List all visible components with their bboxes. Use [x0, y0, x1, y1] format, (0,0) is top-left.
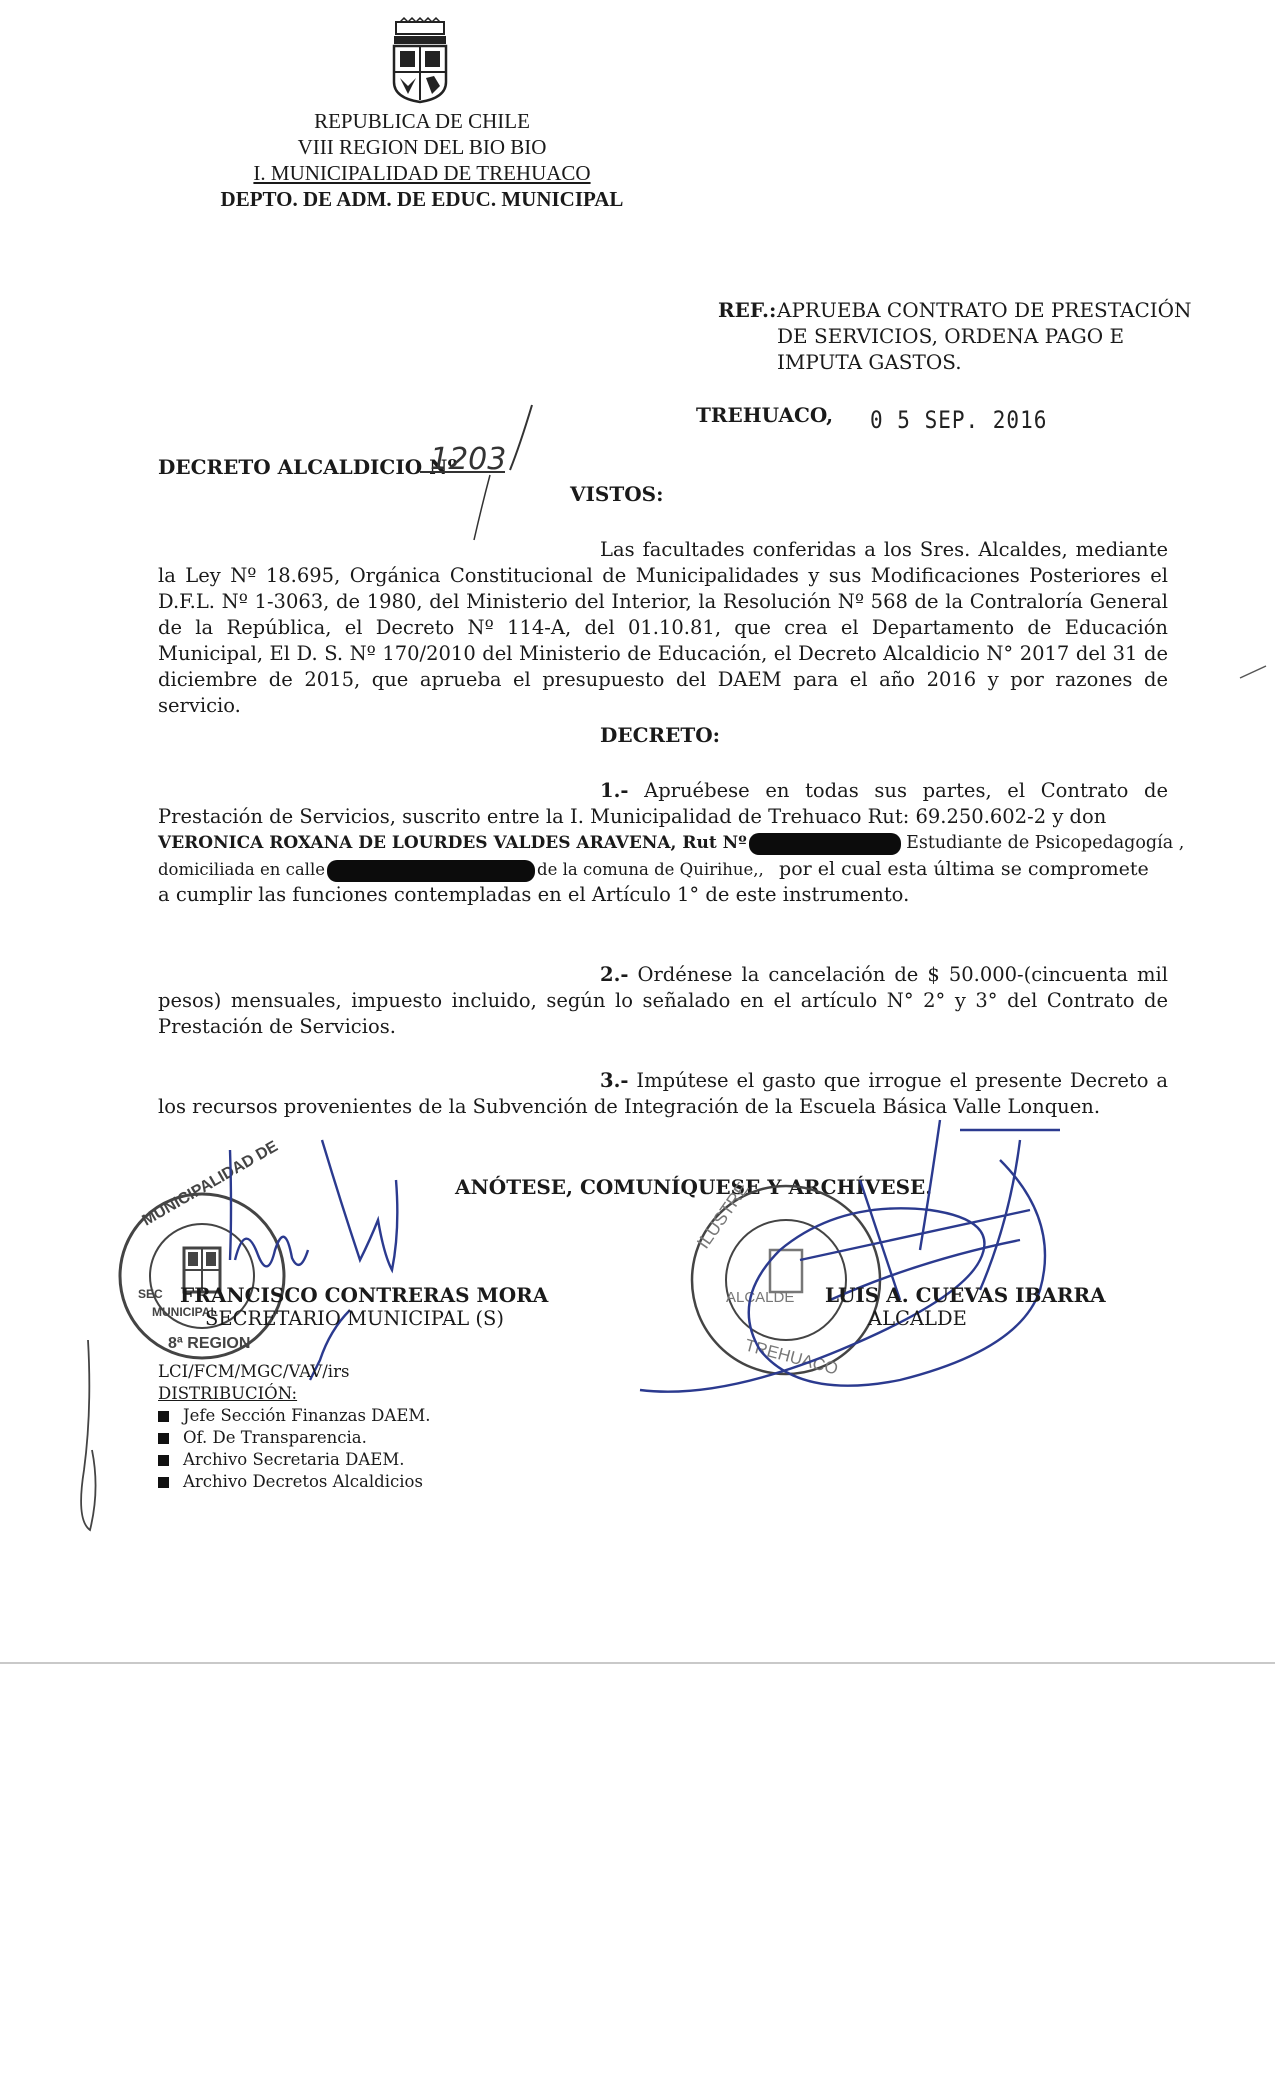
decree-number: 1203: [430, 442, 507, 477]
domicile-suffix: por el cual esta última se compromete: [779, 858, 1149, 880]
svg-text:8ª REGION: 8ª REGION: [168, 1335, 251, 1352]
item-1-name-line: [158, 830, 1184, 856]
coat-of-arms-icon: [390, 20, 450, 104]
ref-line-3: IMPUTA GASTOS.: [777, 350, 962, 374]
decreto-item-2: [158, 962, 1168, 1040]
bullet-icon: [158, 1411, 169, 1422]
mayor-name: LUIS A. CUEVAS IBARRA: [825, 1283, 1106, 1307]
place-label: TREHUACO,: [696, 403, 834, 427]
svg-text:SEC: SEC: [138, 1287, 163, 1301]
header-municipality: I. MUNICIPALIDAD DE TREHUACO: [253, 161, 591, 185]
distribution-label: DISTRIBUCIÓN:: [158, 1384, 298, 1403]
distribution-item: Of. De Transparencia.: [158, 1427, 431, 1449]
item-1-last-line: a cumplir las funciones contempladas en el Artículo 1° de este instrumento.: [158, 883, 910, 906]
contractor-name: VERONICA ROXANA DE LOURDES VALDES ARAVENA, Rut Nº: [158, 833, 747, 853]
distribution-list: [158, 1405, 431, 1493]
svg-text:MUNICIPALIDAD DE: MUNICIPALIDAD DE: [139, 1137, 281, 1230]
mayor-title: ALCALDE: [868, 1307, 967, 1330]
bullet-icon: [158, 1433, 169, 1444]
closing-formula: ANÓTESE, COMUNÍQUESE Y ARCHÍVESE.: [455, 1175, 933, 1199]
contractor-occupation: Estudiante de Psicopedagogía ,: [906, 833, 1185, 853]
date-stamp: 0 5 SEP. 2016: [870, 406, 1048, 434]
distribution-item: Jefe Sección Finanzas DAEM.: [158, 1405, 431, 1427]
ref-label: REF.:: [718, 298, 777, 322]
ref-line-1: APRUEBA CONTRATO DE PRESTACIÓN: [777, 298, 1192, 322]
domicile-prefix: domiciliada en calle: [158, 860, 326, 879]
decree-label: DECRETO ALCALDICIO Nº: [158, 455, 458, 479]
svg-text:ALCALDE: ALCALDE: [726, 1289, 795, 1306]
ref-line-2: DE SERVICIOS, ORDENA PAGO E: [777, 324, 1125, 348]
bullet-icon: [158, 1477, 169, 1488]
secretary-name: FRANCISCO CONTRERAS MORA: [180, 1283, 549, 1307]
svg-text:TREHUACO: TREHUACO: [742, 1335, 841, 1379]
secretary-title: SECRETARIO MUNICIPAL (S): [205, 1307, 504, 1330]
blank-area: [0, 1664, 1275, 2100]
mayor-signature: [600, 1100, 1160, 1420]
item-1-number: 1.-: [600, 779, 629, 802]
vistos-heading: VISTOS:: [570, 482, 664, 506]
redacted-rut: [749, 833, 901, 855]
svg-text:ILUSTRE: ILUSTRE: [692, 1178, 753, 1253]
header-department: DEPTO. DE ADM. DE EDUC. MUNICIPAL: [220, 187, 624, 211]
decreto-item-1: [158, 778, 1168, 830]
item-3-text: Impútese el gasto que irrogue el presente Decreto a los recursos provenientes de la Subvención de Integración de la Escuela Básica Valle Lonquen.: [158, 1069, 1168, 1118]
decreto-heading: DECRETO:: [600, 723, 721, 747]
item-2-number: 2.-: [600, 963, 629, 986]
distribution-item: Archivo Decretos Alcaldicios: [158, 1471, 431, 1493]
svg-text:MUNICIPAL: MUNICIPAL: [152, 1305, 218, 1319]
item-1-text: Apruébese en todas sus partes, el Contrato de Prestación de Servicios, suscrito entre la I. Municipalidad de Trehuaco Rut: 69.250.602-2 y don: [158, 779, 1168, 828]
item-3-number: 3.-: [600, 1069, 629, 1092]
vistos-text: Las facultades conferidas a los Sres. Alcaldes, mediante la Ley Nº 18.695, Orgánica Constitucional de Municipalidades y sus Modificaciones Posteriores el D.F.L. Nº 1-3063, de 1980, del Ministerio del Interior, la Resolución Nº 568 de la Contraloría General de la República, el Decreto Nº 114-A, del 01.10.81, que crea el Departamento de Educación Municipal, El D. S. Nº 170/2010 del Ministerio de Educación, el Decreto Alcaldicio N° 2017 del 31 de diciembre de 2015, que aprueba el presupuesto del DAEM para el año 2016 y por razones de servicio.: [158, 538, 1168, 717]
decree-number-underline: [420, 405, 540, 545]
item-2-text: Ordénese la cancelación de $ 50.000-(cincuenta mil pesos) mensuales, impuesto incluido, según lo señalado en el artículo N° 2° y 3° del Contrato de Prestación de Servicios.: [158, 963, 1169, 1038]
margin-mark: [1238, 662, 1268, 682]
redacted-address: [327, 860, 535, 882]
header-republic: REPUBLICA DE CHILE: [314, 109, 530, 133]
domicile-commune: de la comuna de Quirihue,,: [537, 860, 764, 879]
bullet-icon: [158, 1455, 169, 1466]
distribution-item: Archivo Secretaria DAEM.: [158, 1449, 431, 1471]
initials: LCI/FCM/MGC/VAV/irs: [158, 1362, 350, 1381]
header-region: VIII REGION DEL BIO BIO: [297, 135, 547, 159]
item-1-domicile-line: [158, 856, 1149, 883]
